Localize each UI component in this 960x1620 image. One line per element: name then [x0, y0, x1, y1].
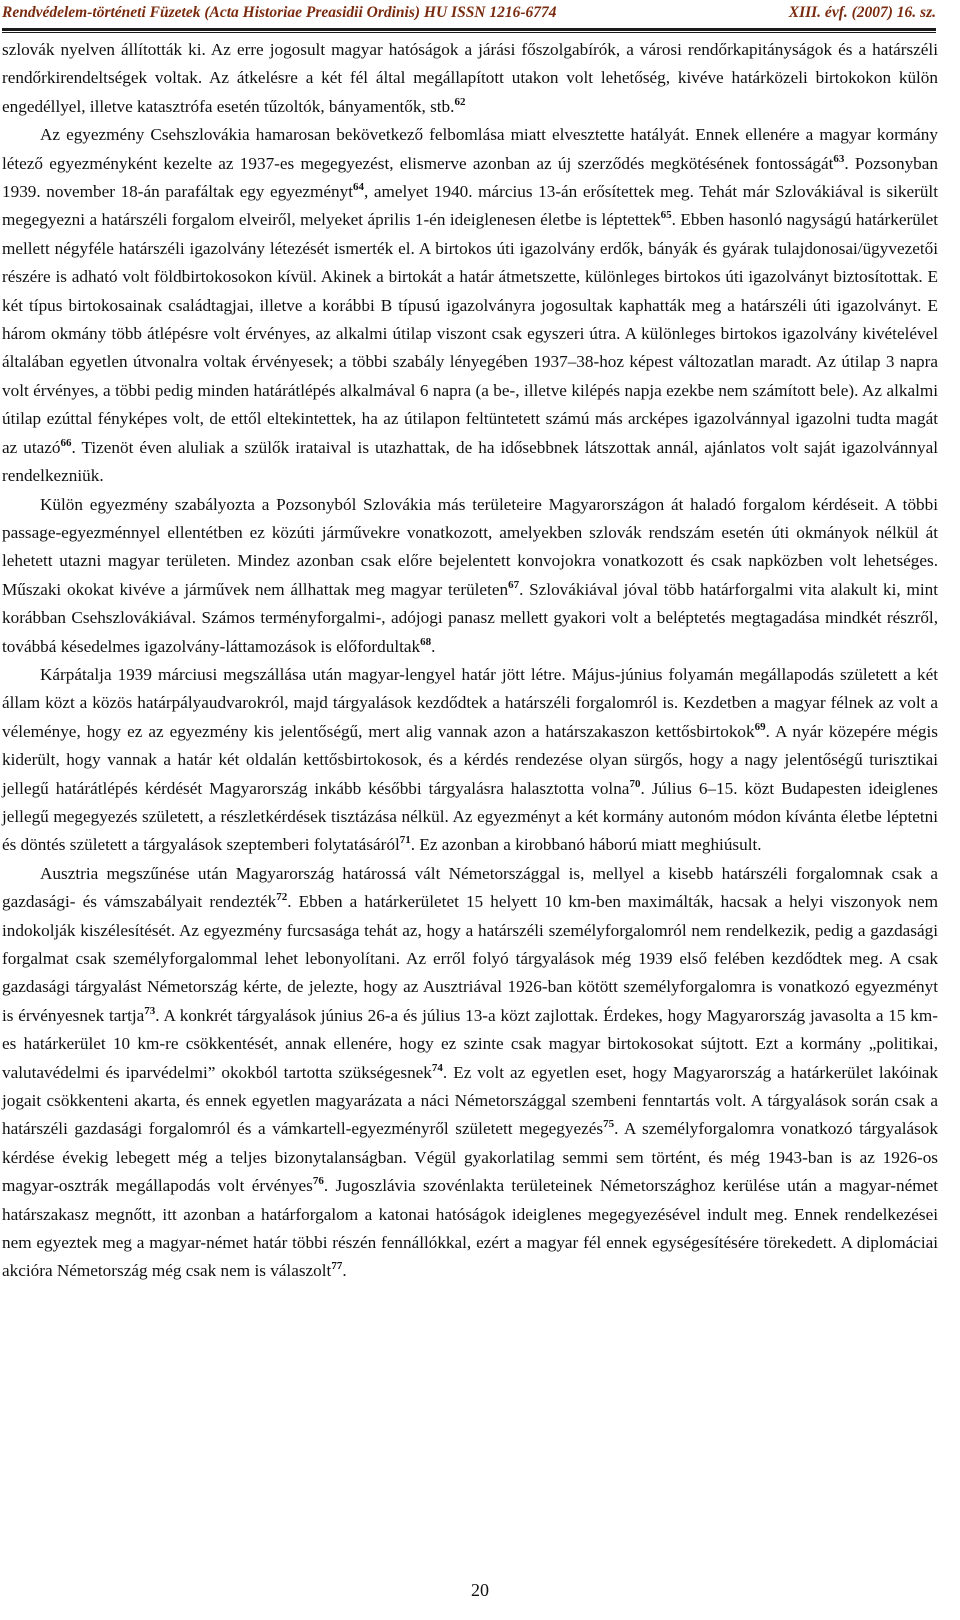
- text-run: Az egyezmény Csehszlovákia hamarosan bekövetkező felbomlása miatt elvesztette hatályát. Ennek ellenére a magyar kormány létező egyezményként kezelte az 1937-es megegyezést, elismerve azonban az új szerződés megkötésének fontosságát: [2, 125, 938, 173]
- paragraph: [2, 661, 938, 860]
- footnote-ref: 71: [399, 834, 411, 847]
- footnote-ref: 70: [629, 777, 641, 790]
- footnote-ref: 69: [754, 720, 766, 733]
- text-run: , amelyet 1940. március 13-án erősítettek meg. Tehát már Szlovákiával is sikerült megegyezni a határszéli forgalom elveiről, melyeket április 1-én ideiglenesen életbe is léptettek: [2, 182, 938, 230]
- text-run: Kárpátalja 1939 márciusi megszállása után magyar-lengyel határ jött létre. Május-június folyamán megállapodás született a két állam közt a közös határpályaudvarokról, majd tárgyalások kezdődtek a határszéli forgalomról is. Kezdetben a magyar félnek az volt a véleménye, hogy ez az egyezmény kis jelentőségű, mert alig vannak azon a határszakaszon kettősbirtokok: [2, 664, 938, 741]
- article-body: [2, 36, 938, 1286]
- text-run: Külön egyezmény szabályozta a Pozsonyból Szlovákia más területeire Magyarországon át haladó forgalom kérdéseit. A többi passage-egyezménnyel ellentétben ez közúti járművekre vonatkozott, amelyekben szlovák rendszám esetén úti okmányok nélkül át lehetett utazni magyar területen. Mindez azonban csak előre bejelentett konvojokra vonatkozott és csak napközben volt lehetséges. Műszaki okokat kivéve a járművek nem állhattak meg magyar területen: [2, 494, 938, 599]
- text-run: . Ez volt az egyetlen eset, hogy Magyarország a határkerület lakóinak jogait csökkenteni akarta, és ennek egyetlen magyarázata a náci Németországgal szembeni fenntartás volt. A tárgyalások során csak a határszéli gazdasági forgalomról és a vámkartell-egyezményről született megegyezés: [2, 1062, 938, 1139]
- footnote-ref: 76: [312, 1175, 324, 1188]
- text-run: . Pozsonyban 1939. november 18-án parafáltak egy egyezményt: [2, 153, 938, 202]
- paragraph: [2, 121, 938, 490]
- text-run: . Szlovákiával jóval több határforgalmi vita alakult ki, mint korábban Csehszlovákiával. Számos terményforgalmi-, adójogi panasz mellett gyakori volt a beléptetés megtagadása mindkét részről, továbbá késedelmes igazolvány-láttamozások is előfordultak: [2, 579, 938, 656]
- footnote-ref: 67: [508, 578, 520, 591]
- journal-title: Rendvédelem-történeti Füzetek (Acta Historiae Preasidii Ordinis) HU ISSN 1216-6774: [2, 4, 557, 21]
- text-run: . Tizenöt éven aluliak a szülők irataival is utazhattak, de ha idősebbnek látszottak annál, ajánlatos volt saját igazolvánnyal rendelkezniük.: [2, 437, 938, 486]
- footnote-ref: 62: [454, 95, 466, 108]
- paragraph: [2, 860, 938, 1286]
- text-run: . Július 6–15. közt Budapesten ideiglenes jellegű megegyezés született, a részletkérdések tisztázása nélkül. Az egyezményt a két kormány autonóm módon kívánta életbe léptetni és döntés született a tárgyalások szeptemberi folytatásáról: [2, 778, 938, 855]
- text-run: Ausztria megszűnése után Magyarország határossá vált Németországgal is, mellyel a kisebb határszéli forgalomnak csak a gazdasági- és vámszabályait rendezték: [2, 863, 938, 912]
- text-run: . Jugoszlávia szovénlakta területeinek Németországhoz kerülése után a magyar-német határszakasz megnőtt, itt azonban a határforgalom a katonai hatóságok ideiglenes megegyezésével indult meg. Ennek rendelkezései nem egyeztek meg a magyar-német határ többi részén fennállókkal, ezért a magyar fél ennek egységesítésére törekedett. A diplomáciai akcióra Németország még csak nem is válaszolt: [2, 1176, 938, 1281]
- paragraph: [2, 491, 938, 661]
- footnote-ref: 75: [603, 1118, 615, 1131]
- text-run: . A nyár közepére mégis kiderült, hogy vannak a határ két oldalán kettősbirtokosok, és a kérdés rendezése olyan sürgős, hogy a nagy jelentőségű turisztikai jellegű határátlépés kérdését Magyarország inkább későbbi tárgyalásra halasztotta volna: [2, 721, 938, 798]
- footnote-ref: 72: [276, 891, 288, 904]
- page-number: 20: [471, 1580, 489, 1600]
- footnote-ref: 63: [833, 152, 845, 165]
- text-run: .: [342, 1261, 347, 1281]
- footnote-ref: 77: [331, 1260, 343, 1273]
- footnote-ref: 73: [144, 1004, 156, 1017]
- text-run: .: [431, 636, 436, 656]
- text-run: . Ebben hasonló nagyságú határkerület mellett négyféle határszéli igazolvány létezését ismerték el. A birtokos úti igazolvány erdők, bányák és gyárak tulajdonosai/ügyvezetői részére is adható volt földbirtokosokon kívül. Akinek a birtokát a határ átmetszette, különleges birtokos úti igazolványt biztosítottak. E két típus birtokosainak családtagjai, illetve a korábbi B típusú igazolványra jogosultak kaphatták meg a határszéli úti igazolványt. E három okmány több átlépésre volt érvényes, az alkalmi útilap viszont csak egyszeri útra. A különleges birtokos igazolvány kivételével általában egyetlen útvonalra voltak érvényesek; a többi szabály lényegében 1937–38-hoz képest változatlan maradt. Az útilap 3 napra volt érvényes, a többi pedig minden határátlépés alkalmával 6 napra (a be-, illetve kilépés napja ezekbe nem számított bele). Az alkalmi útilap ezúttal fényképes volt, de ettől eltekintettek, ha az útilapon feltüntetett számú más arcképes igazolvánnyal igazolni tudta magát az utazó: [2, 210, 938, 457]
- text-run: . A konkrét tárgyalások június 26-a és július 13-a közt zajlottak. Érdekes, hogy Magyarország javasolta a 15 km-es határkerület 10 km-re csökkentését, annak ellenére, hogy ez szinte csak magyar birtokosokat sújtott. Ezt a kormány „politikai, valutavédelmi és iparvédelmi” okokból tartotta szükségesnek: [2, 1005, 938, 1082]
- volume-issue: XIII. évf. (2007) 16. sz.: [788, 4, 936, 21]
- text-run: szlovák nyelven állították ki. Az erre jogosult magyar hatóságok a járási főszolgabírók, a városi rendőrkapitányságok és a határszéli rendőrkirendeltségek voltak. Az átkelésre a két fél által megállapított utakon volt lehetőség, kivéve határközeli birtokokon külön engedéllyel, illetve katasztrófa esetén tűzoltók, bányamentők, stb.: [2, 40, 938, 116]
- footnote-ref: 68: [420, 635, 432, 648]
- running-header: [0, 0, 960, 26]
- footnote-ref: 66: [60, 436, 72, 449]
- text-run: . A személyforgalomra vonatkozó tárgyalások kérdése évekig lebegett még a teljes bizonytalanságban. Végül gyakorlatilag semmi sem történt, és még 1943-ban is az 1926-os magyar-osztrák megállapodás volt érvényes: [2, 1119, 938, 1196]
- header-rule: [2, 28, 936, 33]
- paragraph: [2, 36, 938, 121]
- footnote-ref: 65: [660, 209, 672, 222]
- footnote-ref: 64: [353, 181, 365, 194]
- text-run: . Ebben a határkerületet 15 helyett 10 km-ben maximálták, hacsak a helyi viszonyok nem indokolják kiszélesítését. Az egyezmény furcsasága tehát az, hogy a határszéli személyforgalomról nem rendelkezik, pedig a gazdasági forgalmat csak személyforgalommal lehet lebonyolítani. Az erről folyó tárgyalások még 1939 első felében kezdődtek meg. A csak gazdasági tárgyalást Németország kérte, de jelezte, hogy az Ausztriával 1926-ban kötött személyforgalomra is vonatkozó egyezményt is érvényesnek tartja: [2, 892, 938, 1025]
- text-run: . Ez azonban a kirobbanó háború miatt meghiúsult.: [410, 835, 762, 855]
- footnote-ref: 74: [431, 1061, 443, 1074]
